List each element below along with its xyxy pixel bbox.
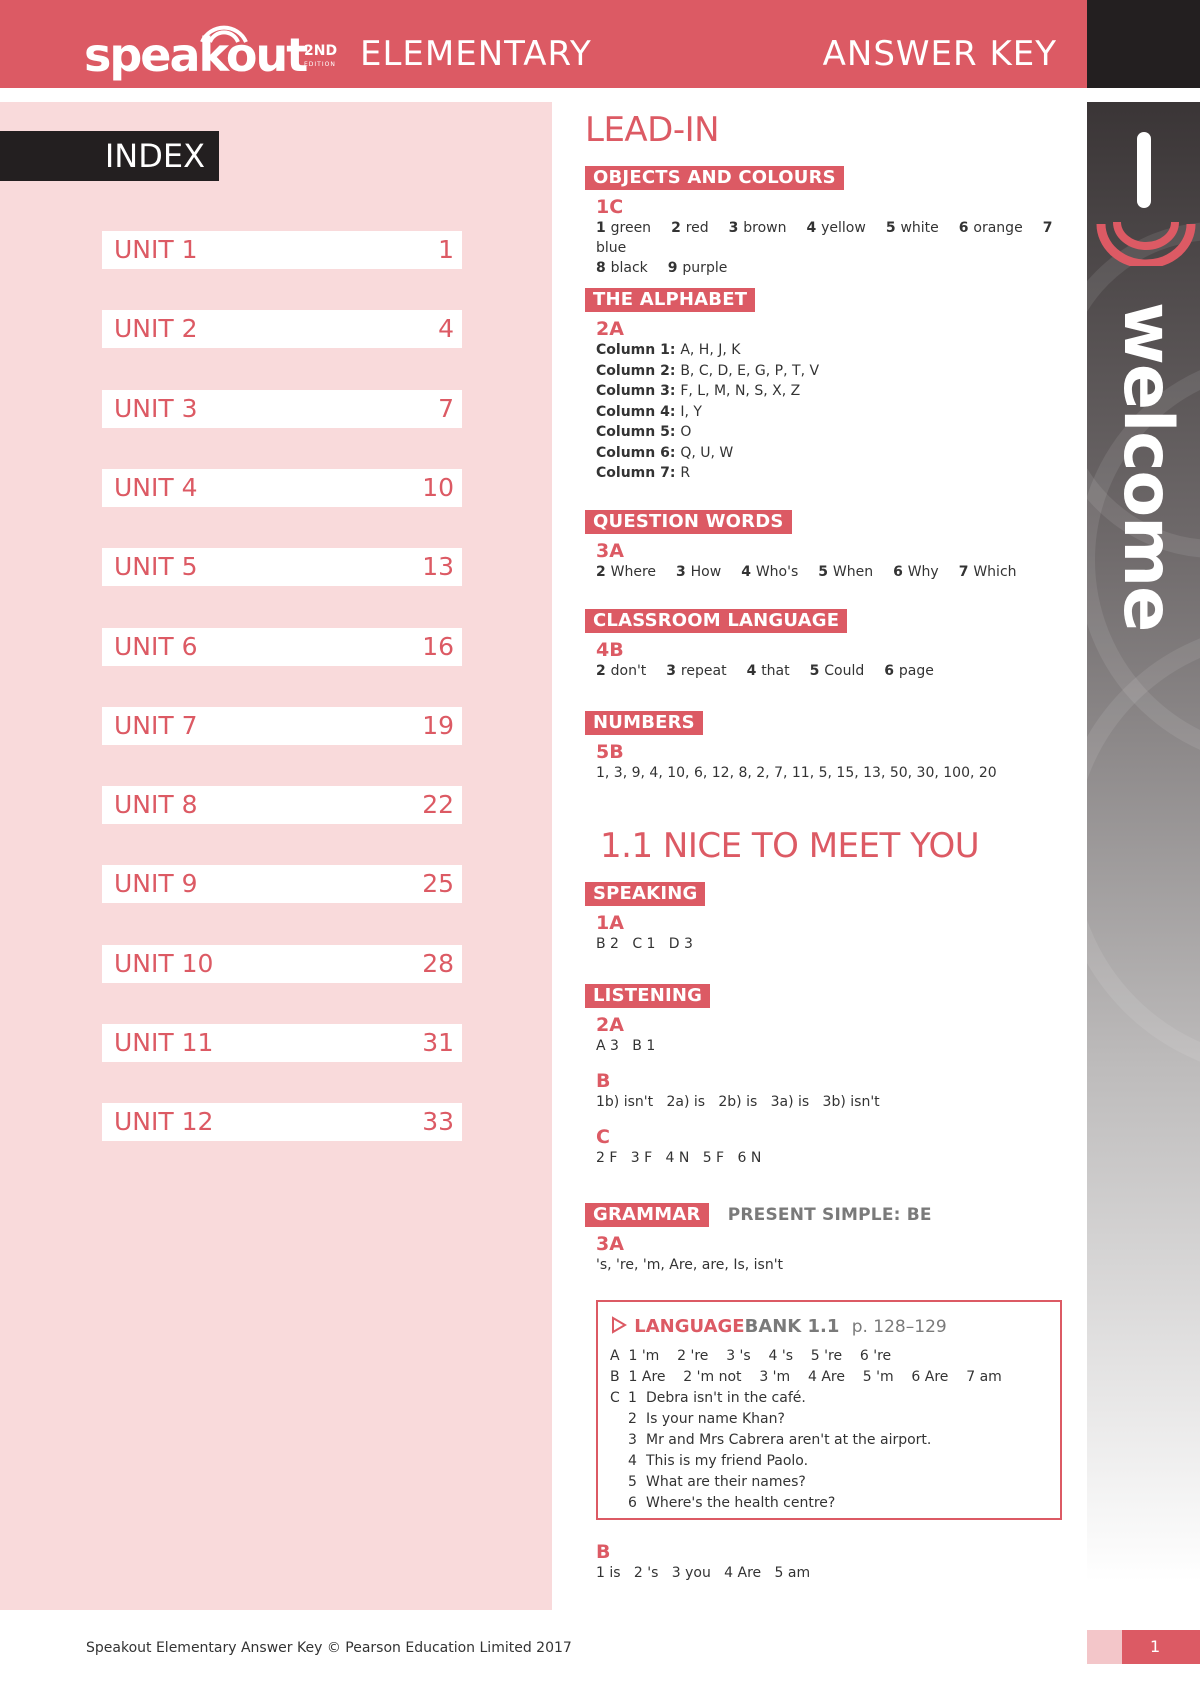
unit-label: UNIT 7	[114, 710, 198, 740]
section-subheading: PRESENT SIMPLE: BE	[727, 1205, 932, 1225]
unit-page: 33	[422, 1107, 454, 1137]
unit-page: 25	[422, 869, 454, 899]
answer-item: 5 white	[885, 220, 939, 236]
level-title: ELEMENTARY	[360, 34, 592, 74]
answer-item: 4 yellow	[806, 220, 866, 236]
unit-page: 13	[422, 552, 454, 582]
answer-item: 7 blue	[596, 220, 1053, 256]
lesson-title	[600, 826, 1080, 866]
unit-page: 19	[422, 710, 454, 740]
answer-line	[596, 218, 1065, 258]
exercise-label: B	[596, 1070, 611, 1092]
answer-item: 2 Where	[596, 564, 657, 580]
unit-label: UNIT 11	[114, 1028, 214, 1057]
answer-line	[596, 562, 1065, 582]
lb-sentence: 5 What are their names?	[628, 1474, 806, 1490]
lb-c-label: C	[610, 1390, 620, 1406]
unit-page: 1	[438, 235, 454, 264]
leadin-title	[585, 110, 1065, 150]
page-number: 1	[1122, 1630, 1200, 1664]
index-unit-row[interactable]	[102, 628, 462, 666]
answer-line	[596, 661, 1065, 681]
doc-type-title: ANSWER KEY	[822, 34, 1057, 74]
section-heading: LISTENING	[585, 984, 710, 1008]
speaker-bar-icon	[1137, 132, 1151, 208]
index-unit-row[interactable]	[102, 310, 462, 348]
answer-item: 4 Who's	[741, 564, 799, 580]
unit-label: UNIT 1	[114, 235, 198, 264]
alphabet-column: Column 6: Q, U, W	[596, 444, 734, 461]
lb-sentence: 6 Where's the health centre?	[628, 1495, 836, 1511]
unit-page: 31	[422, 1028, 454, 1057]
answer-item: 6 Why	[893, 564, 939, 580]
exercise-label: 5B	[596, 741, 624, 763]
answer-item: 6 orange	[958, 220, 1023, 236]
lb-sentence: 1 Debra isn't in the café.	[628, 1390, 806, 1406]
section-grammar	[585, 1203, 1065, 1275]
unit-label: UNIT 5	[114, 552, 198, 582]
lb-title-b: BANK 1.1	[744, 1316, 840, 1337]
unit-page: 10	[422, 472, 454, 502]
answer-item: 4 that	[746, 663, 790, 679]
index-unit-row[interactable]	[102, 548, 462, 586]
unit-label: UNIT 12	[114, 1107, 214, 1137]
index-unit-row[interactable]	[102, 945, 462, 983]
answer-item: 9 purple	[667, 260, 728, 276]
answer-line: 's, 're, 'm, Are, are, Is, isn't	[596, 1257, 784, 1273]
unit-page: 28	[422, 948, 454, 978]
answer-line: 1b) isn't 2a) is 2b) is 3a) is 3b) isn't	[596, 1094, 880, 1110]
section-after-bank	[585, 1535, 1065, 1583]
exercise-label: C	[596, 1126, 610, 1148]
index-unit-row[interactable]	[102, 1103, 462, 1141]
language-bank-title	[610, 1316, 1048, 1338]
section-heading: QUESTION WORDS	[585, 510, 792, 534]
svg-text:welcome: welcome	[1108, 302, 1187, 632]
section-numbers	[585, 711, 1065, 783]
footer-copyright: Speakout Elementary Answer Key © Pearson Education Limited 2017	[86, 1640, 572, 1656]
answer-item: 8 black	[596, 260, 648, 276]
index-unit-row[interactable]	[102, 469, 462, 507]
answer-item: 7 Which	[958, 564, 1017, 580]
exercise-label: B	[596, 1541, 611, 1563]
header-corner	[1087, 0, 1200, 88]
lb-line-a: A 1 'm 2 're 3 's 4 's 5 're 6 're	[610, 1348, 892, 1364]
logo-signal-icon	[194, 16, 254, 46]
alphabet-column: Column 5: O	[596, 424, 692, 440]
alphabet-column: Column 4: I, Y	[596, 403, 702, 420]
unit-label: UNIT 10	[114, 948, 214, 978]
header-bar	[0, 0, 1087, 88]
brand-name: speakout	[84, 28, 307, 82]
alphabet-column: Column 3: F, L, M, N, S, X, Z	[596, 383, 801, 399]
answer-line: 1, 3, 9, 4, 10, 6, 12, 8, 2, 7, 11, 5, 15, 13, 50, 30, 100, 20	[596, 765, 997, 781]
unit-label: UNIT 8	[114, 790, 198, 820]
answer-line: A 3 B 1	[596, 1038, 656, 1054]
lb-pages: p. 128–129	[851, 1317, 947, 1337]
lb-sentence: 3 Mr and Mrs Cabrera aren't at the airport.	[628, 1432, 932, 1448]
answer-item: 2 don't	[596, 663, 647, 679]
lb-sentences	[610, 1388, 1048, 1514]
answer-item: 1 green	[596, 220, 652, 236]
section-heading: THE ALPHABET	[585, 288, 755, 312]
index-unit-row[interactable]	[102, 1024, 462, 1062]
unit-page: 7	[438, 393, 454, 423]
section-speaking	[585, 882, 1065, 954]
welcome-vertical-text	[1105, 302, 1195, 762]
section-heading: OBJECTS AND COLOURS	[585, 166, 844, 190]
exercise-label: 2A	[596, 1014, 624, 1036]
exercise-label: 1A	[596, 912, 624, 934]
answer-item: 3 brown	[728, 220, 787, 236]
section-question-words	[585, 510, 1065, 582]
alphabet-column: Column 7: R	[596, 465, 691, 481]
answer-item: 3 repeat	[666, 663, 727, 679]
answer-item: 6 page	[884, 663, 934, 679]
unit-label: UNIT 9	[114, 869, 198, 899]
section-heading: CLASSROOM LANGUAGE	[585, 609, 847, 633]
index-unit-row[interactable]	[102, 786, 462, 824]
answer-line: 1 is 2 's 3 you 4 Are 5 am	[596, 1565, 811, 1581]
section-objects	[585, 166, 1065, 278]
lb-title-a: LANGUAGE	[634, 1316, 745, 1337]
answer-item: 2 red	[671, 220, 709, 236]
exercise-label: 1C	[596, 196, 624, 218]
unit-label: UNIT 4	[114, 472, 198, 502]
section-heading: NUMBERS	[585, 711, 703, 735]
unit-label: UNIT 3	[114, 393, 198, 423]
exercise-label: 3A	[596, 540, 624, 562]
exercise-label: 3A	[596, 1233, 624, 1255]
section-alphabet	[585, 288, 1065, 484]
index-unit-row[interactable]	[102, 390, 462, 428]
index-unit-row[interactable]	[102, 865, 462, 903]
answer-item: 5 Could	[809, 663, 865, 679]
play-triangle-icon	[610, 1316, 628, 1334]
answer-line: B 2 C 1 D 3	[596, 936, 693, 952]
answer-item: 5 When	[818, 564, 874, 580]
edition-badge	[304, 44, 337, 72]
language-bank-box	[596, 1300, 1062, 1520]
section-heading: SPEAKING	[585, 882, 705, 906]
lb-line-b: B 1 Are 2 'm not 3 'm 4 Are 5 'm 6 Are 7 am	[610, 1369, 1002, 1385]
alphabet-column: Column 1: A, H, J, K	[596, 342, 741, 358]
speakout-logo	[84, 22, 338, 82]
lesson-heading: 1.1 NICE TO MEET YOU	[600, 826, 980, 866]
exercise-label: 2A	[596, 318, 624, 340]
alphabet-column: Column 2: B, C, D, E, G, P, T, V	[596, 362, 820, 379]
alphabet-columns	[585, 340, 1065, 484]
answer-line: 2 F 3 F 4 N 5 F 6 N	[596, 1150, 762, 1166]
exercise-label: 4B	[596, 639, 624, 661]
section-classroom	[585, 609, 1065, 681]
unit-page: 4	[438, 314, 454, 344]
page-tab-left	[1087, 1630, 1122, 1664]
answer-item: 3 How	[676, 564, 722, 580]
index-unit-row[interactable]	[102, 231, 462, 269]
index-unit-row[interactable]	[102, 707, 462, 745]
section-listening	[585, 984, 1065, 1168]
edition-sub: EDITION	[304, 61, 336, 68]
signal-arc-icon	[1095, 214, 1197, 266]
unit-page: 22	[422, 790, 454, 820]
answer-line	[596, 258, 1065, 278]
lb-sentence: 2 Is your name Khan?	[628, 1411, 785, 1427]
welcome-side-strip	[1087, 102, 1200, 1582]
unit-label: UNIT 6	[114, 631, 198, 661]
lb-sentence: 4 This is my friend Paolo.	[628, 1453, 809, 1469]
unit-page: 16	[422, 631, 454, 661]
edition-main: 2ND	[304, 43, 338, 59]
unit-label: UNIT 2	[114, 314, 198, 344]
index-title: INDEX	[0, 131, 219, 181]
section-heading: GRAMMAR	[585, 1203, 709, 1227]
leadin-heading: LEAD-IN	[585, 110, 720, 150]
